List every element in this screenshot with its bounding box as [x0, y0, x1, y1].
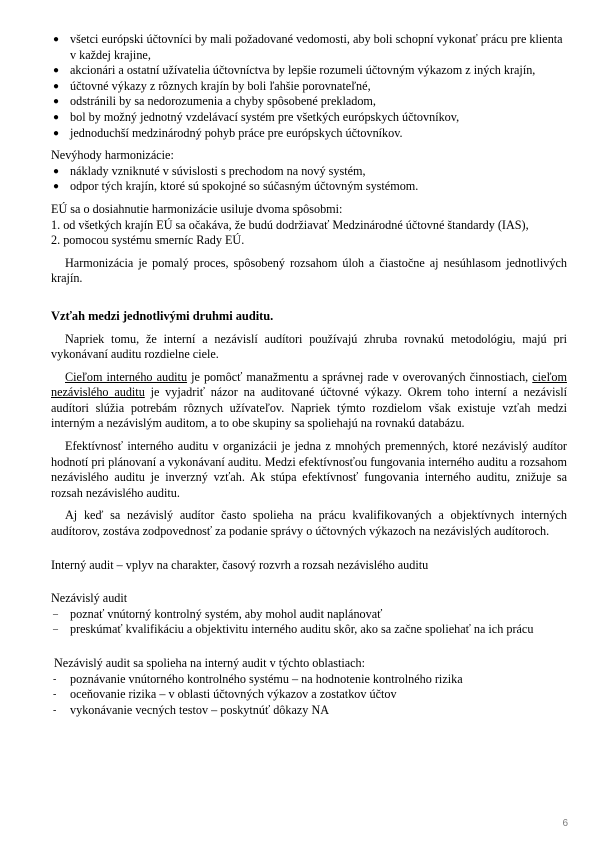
bullet-icon: ●	[53, 65, 60, 77]
bullet-icon: ●	[53, 165, 60, 177]
bullet-icon: ●	[53, 34, 60, 45]
list-item: ● bol by možný jednotný vzdelávací systém pre všetkých európskych účtovníkov,	[53, 109, 460, 124]
list-item: - oceňovanie rizika – v oblasti účtovných výkazov a zostatkov účtov	[53, 687, 397, 702]
hyphen-icon: -	[53, 673, 57, 685]
list-item: ● náklady vzniknuté v súvislosti s prechodom na nový systém,	[53, 163, 366, 178]
eu-methods-list	[51, 218, 567, 249]
list-item: ● jednoduchší medzinárodný pohyb práce pre európskych účtovníkov.	[53, 125, 403, 140]
dash-icon: –	[53, 624, 58, 636]
list-item: ● všetci európski účtovníci by mali požadované vedomosti, aby boli schopní vykonať prácu pre klienta v každej krajine,	[53, 32, 563, 62]
list-item: – preskúmať kvalifikáciu a objektivitu interného auditu skôr, ako sa začne spoliehať na ich prácu	[53, 622, 534, 637]
hyphen-icon: -	[53, 689, 57, 701]
document-page	[51, 32, 567, 718]
dash-icon: –	[53, 608, 58, 620]
advantages-list	[51, 32, 567, 141]
paragraph-goals: Cieľom interného auditu je pomôcť manažmentu a správnej rade v overovaných činnostiach, cieľom nezávislého auditu je vyjadriť názor na auditované účtovné výkazy. Okrem toho interní a nezávislí audítori slúžia potrebám rôznych užívateľov. Napriek týmto rozdielom však existuje vzťah medzi interným a nezávislým auditom, a to obe skupiny sa spoliehajú na rovnakú databázu.	[51, 369, 567, 431]
independent-audit-heading: Nezávislý audit	[51, 591, 128, 606]
independent-audit-list	[51, 607, 567, 638]
reliance-areas-list	[51, 672, 567, 719]
harmonization-paragraph: Harmonizácia je pomalý proces, spôsobený rozsahom úloh a čiastočne aj nesúhlasom jednotlivých krajín.	[51, 255, 567, 286]
list-item: 1. od všetkých krajín EÚ sa očakáva, že budú dodržiavať Medzinárodné účtovné štandardy (IAS),	[51, 217, 529, 232]
bullet-icon: ●	[53, 96, 60, 108]
hyphen-icon: -	[53, 704, 57, 716]
disadvantages-list	[51, 164, 567, 195]
independent-audit-goal-term: cieľom nezávislého auditu	[51, 369, 567, 400]
paragraph-methodology: Napriek tomu, že interní a nezávislí audítori používajú zhruba rovnakú metodológiu, majú pri vykonávaní auditu rozdielne ciele.	[51, 331, 567, 362]
bullet-icon: ●	[53, 80, 60, 92]
eu-intro: EÚ sa o dosiahnutie harmonizácie usiluje dvoma spôsobmi:	[51, 201, 343, 216]
disadvantages-heading: Nevýhody harmonizácie:	[51, 148, 174, 163]
section-heading: Vzťah medzi jednotlivými druhmi auditu.	[51, 308, 274, 323]
list-item: - vykonávanie vecných testov – poskytnúť dôkazy NA	[53, 702, 330, 717]
bullet-icon: ●	[53, 111, 60, 123]
internal-audit-line: Interný audit – vplyv na charakter, časový rozvrh a rozsah nezávislého auditu	[51, 557, 429, 572]
list-item: 2. pomocou systému smerníc Rady EÚ.	[51, 233, 245, 248]
paragraph-responsibility: Aj keď sa nezávislý audítor často spolieha na prácu kvalifikovaných a objektívnych interných audítorov, zostáva zodpovednosť za podanie správy o účtovných výkazoch na nezávislých audítoroch.	[51, 508, 567, 539]
bullet-icon: ●	[53, 127, 60, 139]
list-item: - poznávanie vnútorného kontrolného systému – na hodnotenie kontrolného rizika	[53, 671, 463, 686]
list-item: – poznať vnútorný kontrolný systém, aby mohol audit naplánovať	[53, 606, 383, 621]
list-item: ● účtovné výkazy z rôznych krajín by boli ľahšie porovnateľné,	[53, 78, 371, 93]
list-item: ● akcionári a ostatní užívatelia účtovníctva by lepšie rozumeli účtovným výkazom z iných krajín,	[53, 63, 536, 78]
list-item: ● odstránili by sa nedorozumenia a chyby spôsobené prekladom,	[53, 94, 376, 109]
internal-audit-goal-term: Cieľom interného auditu	[65, 369, 188, 384]
page-number: 6	[562, 818, 568, 829]
reliance-heading: Nezávislý audit sa spolieha na interný audit v týchto oblastiach:	[54, 656, 366, 670]
list-item: ● odpor tých krajín, ktoré sú spokojné so súčasným účtovným systémom.	[53, 179, 419, 194]
paragraph-effectiveness: Efektívnosť interného auditu v organizácii je jedna z mnohých premenných, ktoré nezávislý audítor hodnotí pri plánovaní a vykonávaní auditu. Medzi efektívnosťou fungovania interného auditu a rozsahom nezávislého auditu je inverzný vzťah. Ak stúpa efektívnosť fungovania interného auditu, znižuje sa rozsah nezávislého auditu.	[51, 439, 567, 500]
bullet-icon: ●	[53, 181, 60, 193]
